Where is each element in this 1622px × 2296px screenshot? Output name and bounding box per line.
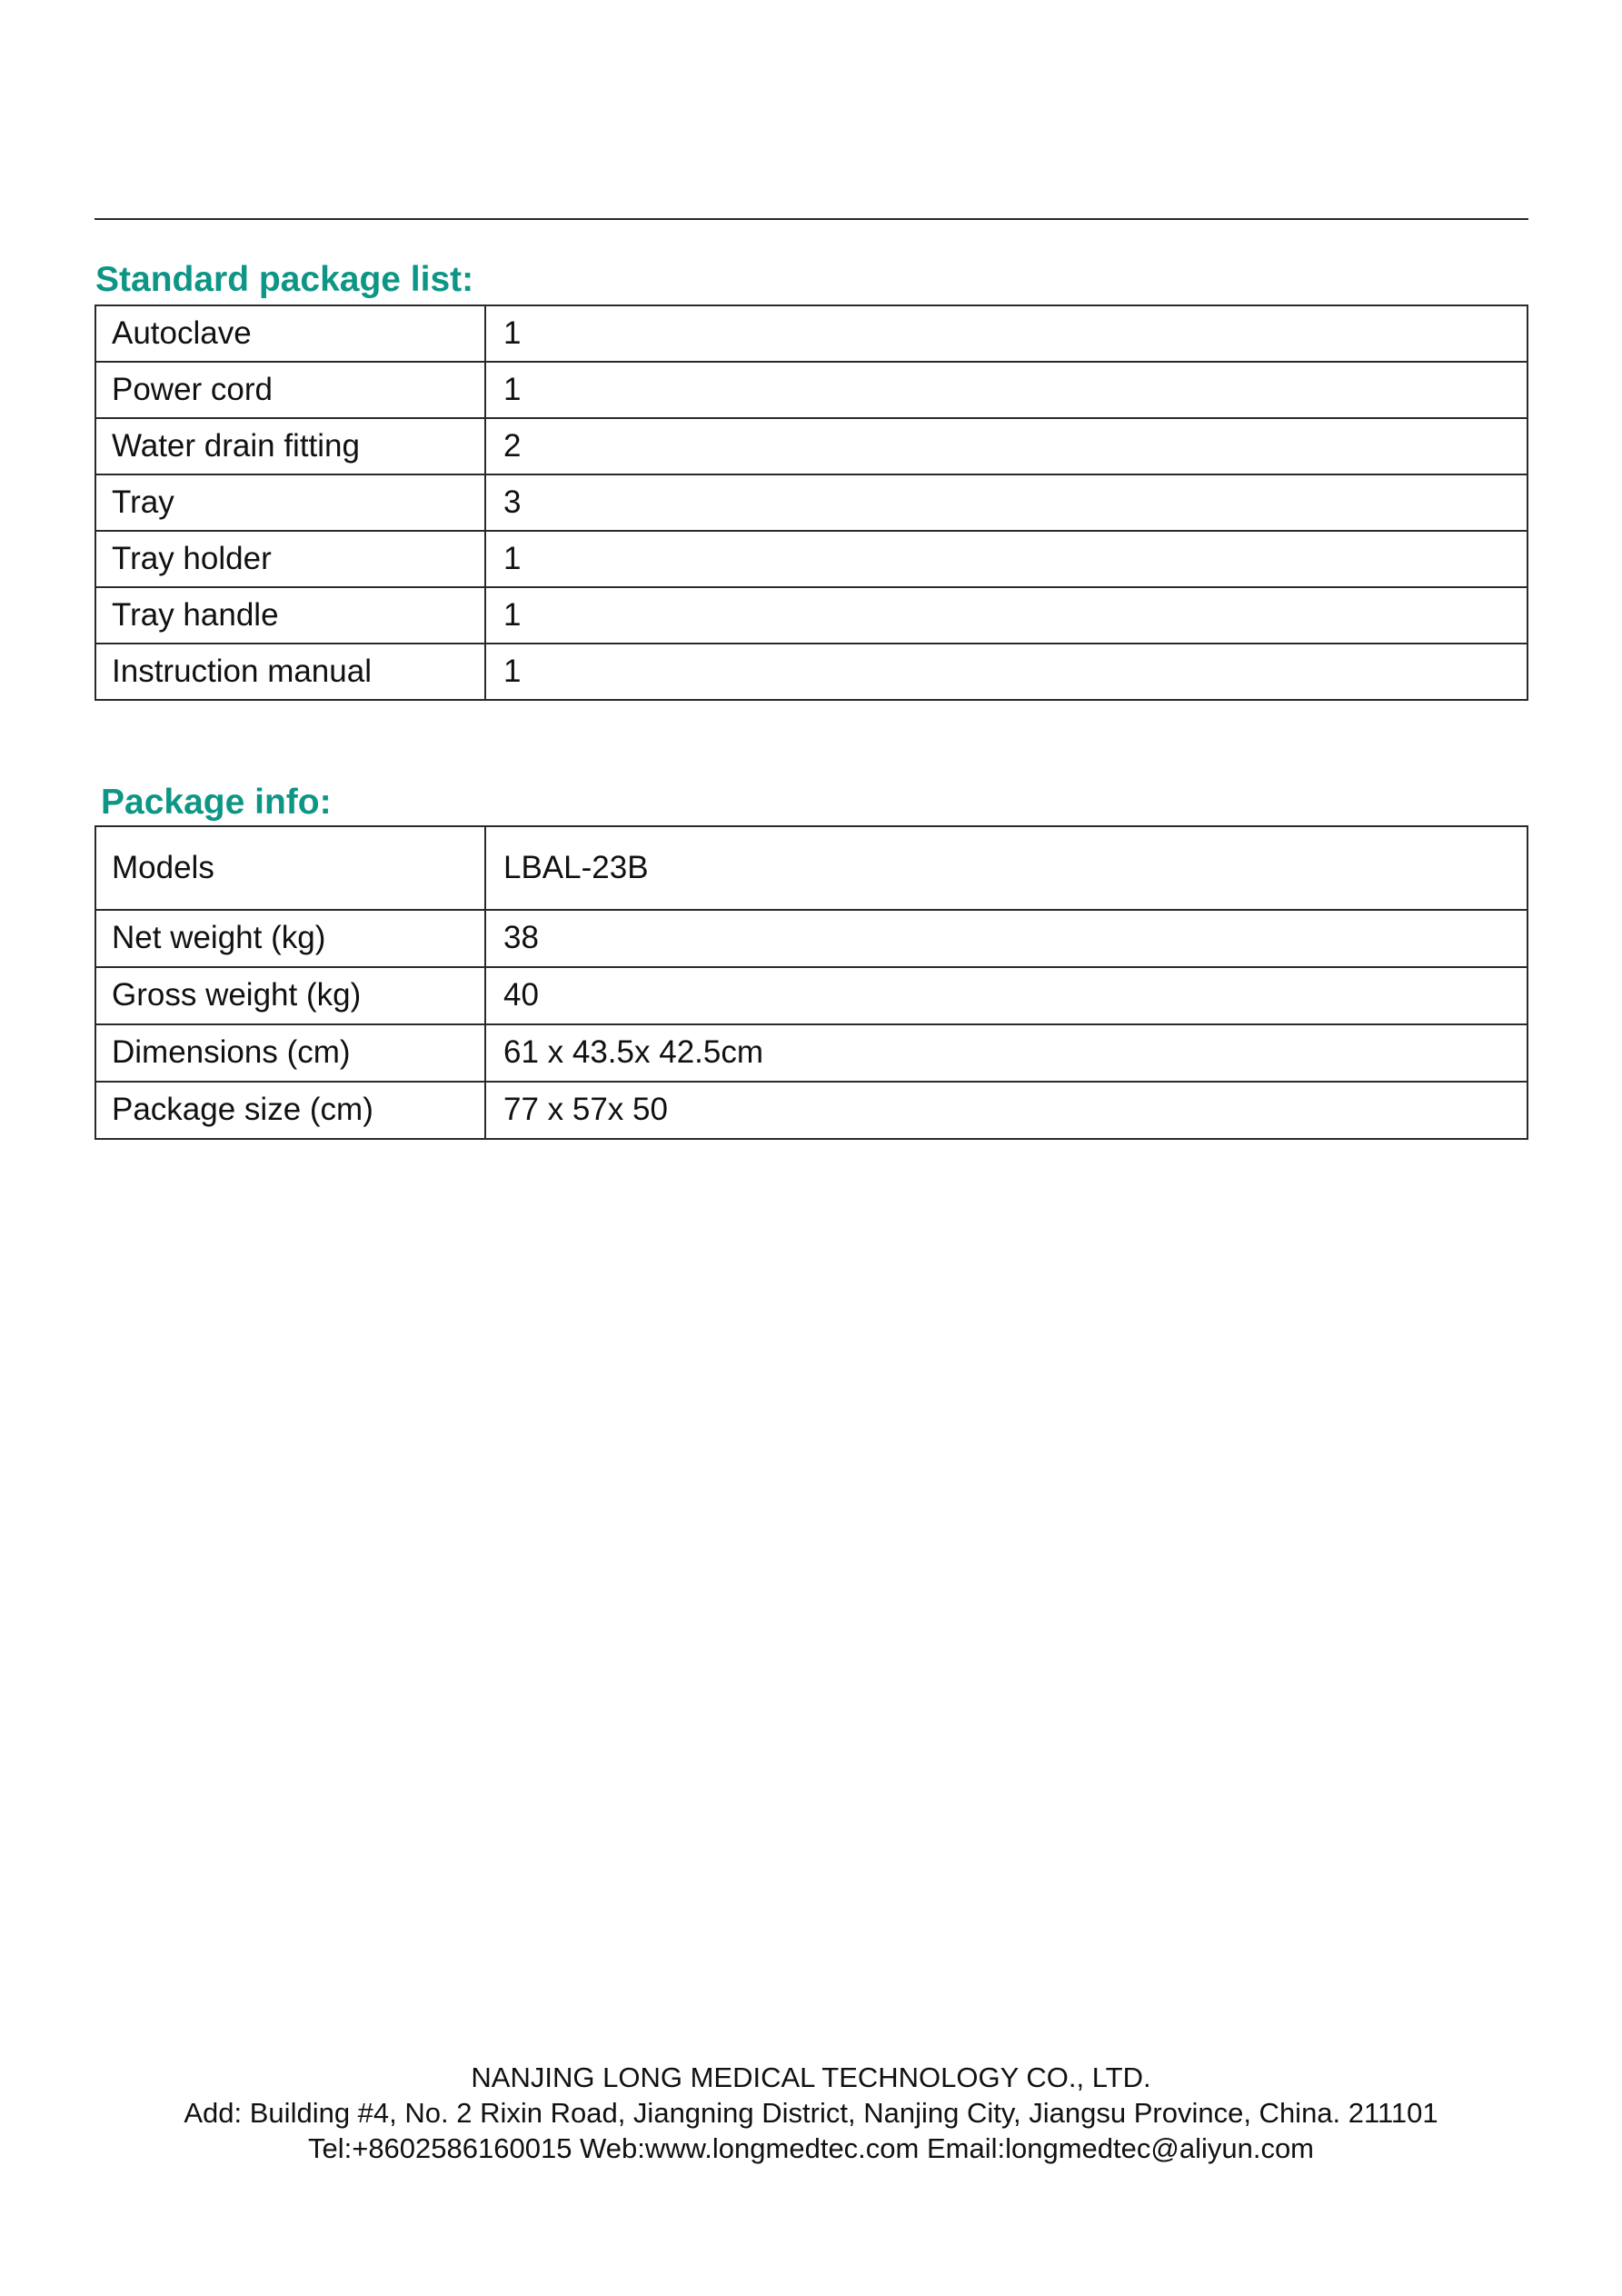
footer-contact: Tel:+8602586160015 Web:www.longmedtec.com Email:longmedtec@aliyun.com xyxy=(307,2132,1315,2164)
table-row xyxy=(95,531,1527,587)
quantity-cell: 1 xyxy=(485,305,1527,362)
package-info-table xyxy=(95,825,1528,1140)
table-row xyxy=(95,910,1527,967)
package-item-cell: Tray handle xyxy=(95,587,485,644)
package-item-cell: Power cord xyxy=(95,362,485,418)
quantity-cell: 2 xyxy=(485,418,1527,474)
spec-label-cell: Models xyxy=(95,826,485,910)
table-row xyxy=(95,967,1527,1024)
spec-value-cell: 61 x 43.5x 42.5cm xyxy=(485,1024,1527,1082)
spec-label-cell: Gross weight (kg) xyxy=(95,967,485,1024)
spec-label-cell: Dimensions (cm) xyxy=(95,1024,485,1082)
section-title-package-info: Package info: xyxy=(101,783,332,822)
spec-label-cell: Package size (cm) xyxy=(95,1082,485,1139)
spec-value-cell: 77 x 57x 50 xyxy=(485,1082,1527,1139)
table-row xyxy=(95,826,1527,910)
package-item-cell: Water drain fitting xyxy=(95,418,485,474)
package-item-cell: Instruction manual xyxy=(95,644,485,700)
section-title-standard-package-list: Standard package list: xyxy=(95,260,474,299)
package-item-cell: Autoclave xyxy=(95,305,485,362)
quantity-cell: 1 xyxy=(485,587,1527,644)
header-divider-rule xyxy=(95,218,1528,220)
quantity-cell: 1 xyxy=(485,362,1527,418)
table-row xyxy=(95,418,1527,474)
package-item-cell: Tray xyxy=(95,474,485,531)
quantity-cell: 1 xyxy=(485,531,1527,587)
table-row xyxy=(95,1082,1527,1139)
spec-label-cell: Net weight (kg) xyxy=(95,910,485,967)
spec-value-cell: 38 xyxy=(485,910,1527,967)
table-row xyxy=(95,587,1527,644)
quantity-cell: 3 xyxy=(485,474,1527,531)
footer-address: Add: Building #4, No. 2 Rixin Road, Jiangning District, Nanjing City, Jiangsu Province, China. 211101 xyxy=(184,2097,1438,2129)
spec-value-cell: 40 xyxy=(485,967,1527,1024)
standard-package-list-table xyxy=(95,304,1528,701)
spec-value-cell: LBAL-23B xyxy=(485,826,1527,910)
footer-company: NANJING LONG MEDICAL TECHNOLOGY CO., LTD. xyxy=(471,2061,1151,2093)
table-row xyxy=(95,1024,1527,1082)
quantity-cell: 1 xyxy=(485,644,1527,700)
table-row xyxy=(95,305,1527,362)
page-footer xyxy=(0,2060,1622,2166)
table-row xyxy=(95,362,1527,418)
table-row xyxy=(95,644,1527,700)
table-row xyxy=(95,474,1527,531)
package-item-cell: Tray holder xyxy=(95,531,485,587)
